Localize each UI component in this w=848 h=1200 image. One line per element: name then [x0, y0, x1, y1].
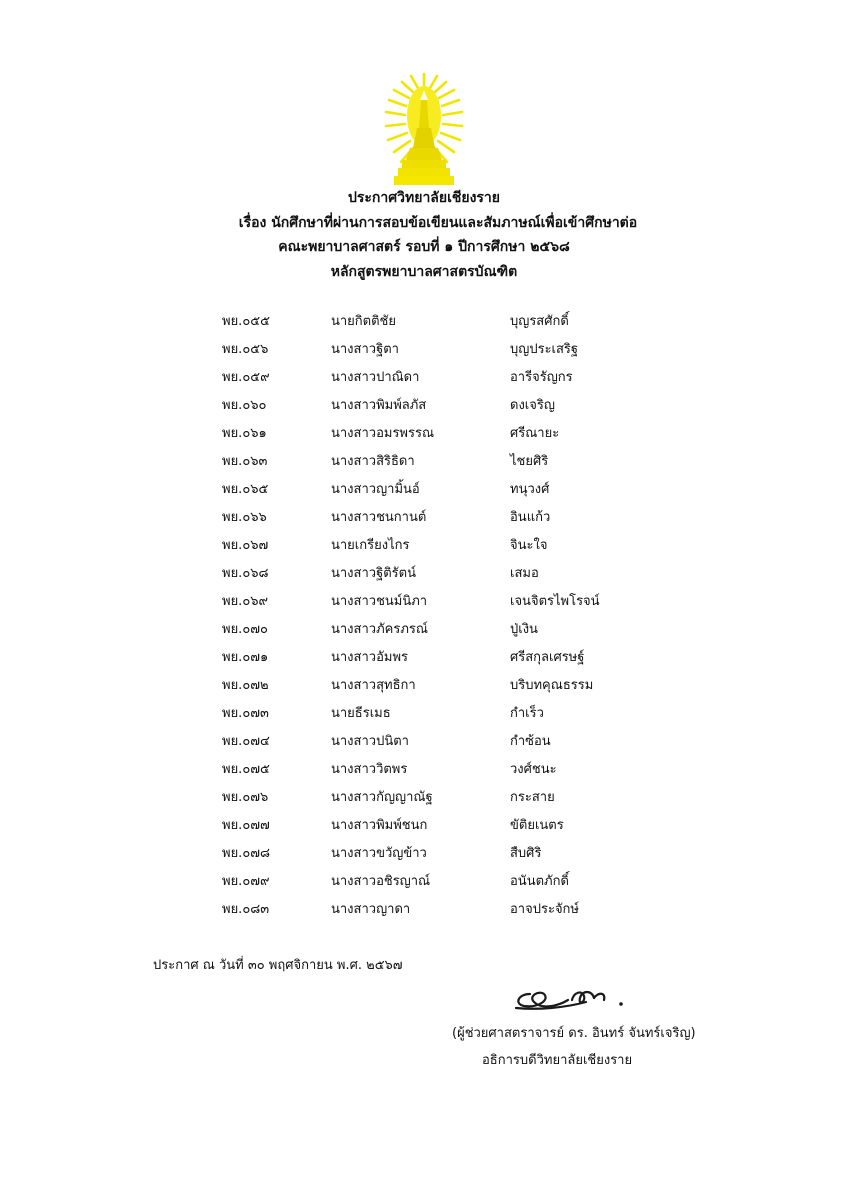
student-row	[0, 644, 848, 672]
student-code: พย.๐๗๗	[222, 818, 270, 833]
signature-icon	[508, 980, 658, 1016]
student-row	[0, 672, 848, 700]
student-code: พย.๐๗๒	[222, 678, 269, 693]
student-row	[0, 532, 848, 560]
student-last-name: เสมอ	[510, 566, 539, 581]
student-list	[0, 308, 848, 924]
student-row	[0, 728, 848, 756]
student-code: พย.๐๗๓	[222, 706, 269, 721]
student-last-name: ไชยศิริ	[510, 454, 549, 469]
student-row	[0, 476, 848, 504]
student-last-name: สืบศิริ	[510, 846, 542, 861]
student-row	[0, 560, 848, 588]
student-code: พย.๐๖๙	[222, 594, 269, 609]
student-last-name: อนันตภักดิ์	[510, 874, 569, 889]
student-code: พย.๐๕๖	[222, 342, 269, 357]
student-last-name: กำเร็ว	[510, 706, 544, 721]
student-code: พย.๐๖๓	[222, 454, 268, 469]
student-first-name: นางสาวสุทธิกา	[331, 678, 416, 693]
student-first-name: นางสาวขวัญข้าว	[331, 846, 427, 861]
student-last-name: ปู่เงิน	[510, 622, 538, 637]
student-first-name: นางสาวปาณิดา	[331, 370, 420, 385]
student-code: พย.๐๕๕	[222, 314, 270, 329]
student-first-name: นางสาวอัมพร	[331, 650, 408, 665]
student-code: พย.๐๖๑	[222, 426, 267, 441]
student-first-name: นางสาวญาดา	[331, 902, 411, 917]
announcement-header	[0, 186, 848, 284]
student-first-name: นางสาวอมรพรรณ	[331, 426, 435, 441]
student-row	[0, 756, 848, 784]
student-row	[0, 896, 848, 924]
student-last-name: ศรีสกุลเศรษฐ์	[510, 650, 585, 665]
student-last-name: ดงเจริญ	[510, 398, 555, 413]
announcement-title: ประกาศวิทยาลัยเชียงราย	[348, 190, 500, 206]
student-row	[0, 448, 848, 476]
student-code: พย.๐๖๘	[222, 566, 269, 581]
student-first-name: นางสาวชนม์นิภา	[331, 594, 428, 609]
student-last-name: กระสาย	[510, 790, 555, 805]
student-code: พย.๐๖๕	[222, 482, 269, 497]
student-code: พย.๐๖๖	[222, 510, 267, 525]
student-code: พย.๐๗๘	[222, 846, 271, 861]
student-row	[0, 308, 848, 336]
student-row	[0, 700, 848, 728]
student-first-name: นางสาวญามิ้นอ์	[331, 482, 420, 497]
student-code: พย.๐๗๕	[222, 762, 270, 777]
student-last-name: ขัติยเนตร	[510, 818, 564, 833]
student-first-name: นางสาวพิมพ์ลภัส	[331, 398, 427, 413]
college-logo-icon	[374, 70, 474, 188]
student-first-name: นางสาวฐิติรัตน์	[331, 566, 416, 581]
student-row	[0, 336, 848, 364]
student-first-name: นางสาวสิริธิดา	[331, 454, 415, 469]
announcement-date: ประกาศ ณ วันที่ ๓๐ พฤศจิกายน พ.ศ. ๒๕๖๗	[153, 958, 403, 973]
student-first-name: นางสาวกัญญาณัฐ	[331, 790, 433, 805]
student-first-name: นายเกรียงไกร	[331, 538, 410, 553]
student-last-name: อารีจรัญกร	[510, 370, 573, 385]
student-first-name: นางสาวปนิตา	[331, 734, 409, 749]
student-first-name: นางสาวชนกานต์	[331, 510, 427, 525]
student-first-name: นายกิตติชัย	[331, 314, 396, 329]
student-code: พย.๐๗๔	[222, 734, 270, 749]
student-row	[0, 840, 848, 868]
student-last-name: จินะใจ	[510, 538, 548, 553]
student-last-name: กำซ้อน	[510, 734, 551, 749]
announcement-program: หลักสูตรพยาบาลศาสตรบัณฑิต	[330, 263, 518, 280]
student-last-name: ทนุวงศ์	[510, 482, 550, 497]
student-code: พย.๐๗๖	[222, 790, 269, 805]
announcement-faculty-round: คณะพยาบาลศาสตร์ รอบที่ ๑ ปีการศึกษา ๒๕๖๘	[278, 239, 570, 255]
student-last-name: บุญประเสริฐ	[510, 342, 579, 357]
student-first-name: นายธีรเมธ	[331, 706, 391, 721]
student-code: พย.๐๗๐	[222, 622, 268, 637]
student-code: พย.๐๖๐	[222, 398, 267, 413]
student-row	[0, 392, 848, 420]
student-row	[0, 364, 848, 392]
student-first-name: นางสาววิตพร	[331, 762, 408, 777]
signer-title: อธิการบดีวิทยาลัยเชียงราย	[482, 1053, 633, 1068]
student-last-name: อาจประจักษ์	[510, 902, 579, 917]
student-first-name: นางสาวฐิตา	[331, 342, 399, 357]
student-code: พย.๐๗๙	[222, 874, 270, 889]
student-code: พย.๐๖๗	[222, 538, 269, 553]
student-row	[0, 868, 848, 896]
student-code: พย.๐๗๑	[222, 650, 269, 665]
student-last-name: อินแก้ว	[510, 510, 551, 525]
student-first-name: นางสาวภัครภรณ์	[331, 622, 428, 637]
student-row	[0, 616, 848, 644]
student-code: พย.๐๕๙	[222, 370, 270, 385]
student-last-name: เจนจิตรไพโรจน์	[510, 594, 600, 609]
student-row	[0, 420, 848, 448]
student-last-name: บุญรสศักดิ์	[510, 314, 569, 329]
student-first-name: นางสาวอชิรญาณ์	[331, 874, 431, 889]
student-row	[0, 812, 848, 840]
announcement-subject: เรื่อง นักศึกษาที่ผ่านการสอบข้อเขียนและสัมภาษณ์เพื่อเข้าศึกษาต่อ	[238, 214, 638, 231]
student-first-name: นางสาวพิมพ์ชนก	[331, 818, 428, 833]
student-last-name: ศรีณายะ	[510, 426, 560, 441]
student-last-name: บริบทคุณธรรม	[510, 678, 594, 693]
student-row	[0, 504, 848, 532]
student-row	[0, 588, 848, 616]
student-last-name: วงศ์ชนะ	[510, 762, 557, 777]
signer-name: (ผู้ช่วยศาสตราจารย์ ดร. อินทร์ จันทร์เจริญ)	[452, 1026, 696, 1041]
student-code: พย.๐๘๓	[222, 902, 270, 917]
student-row	[0, 784, 848, 812]
